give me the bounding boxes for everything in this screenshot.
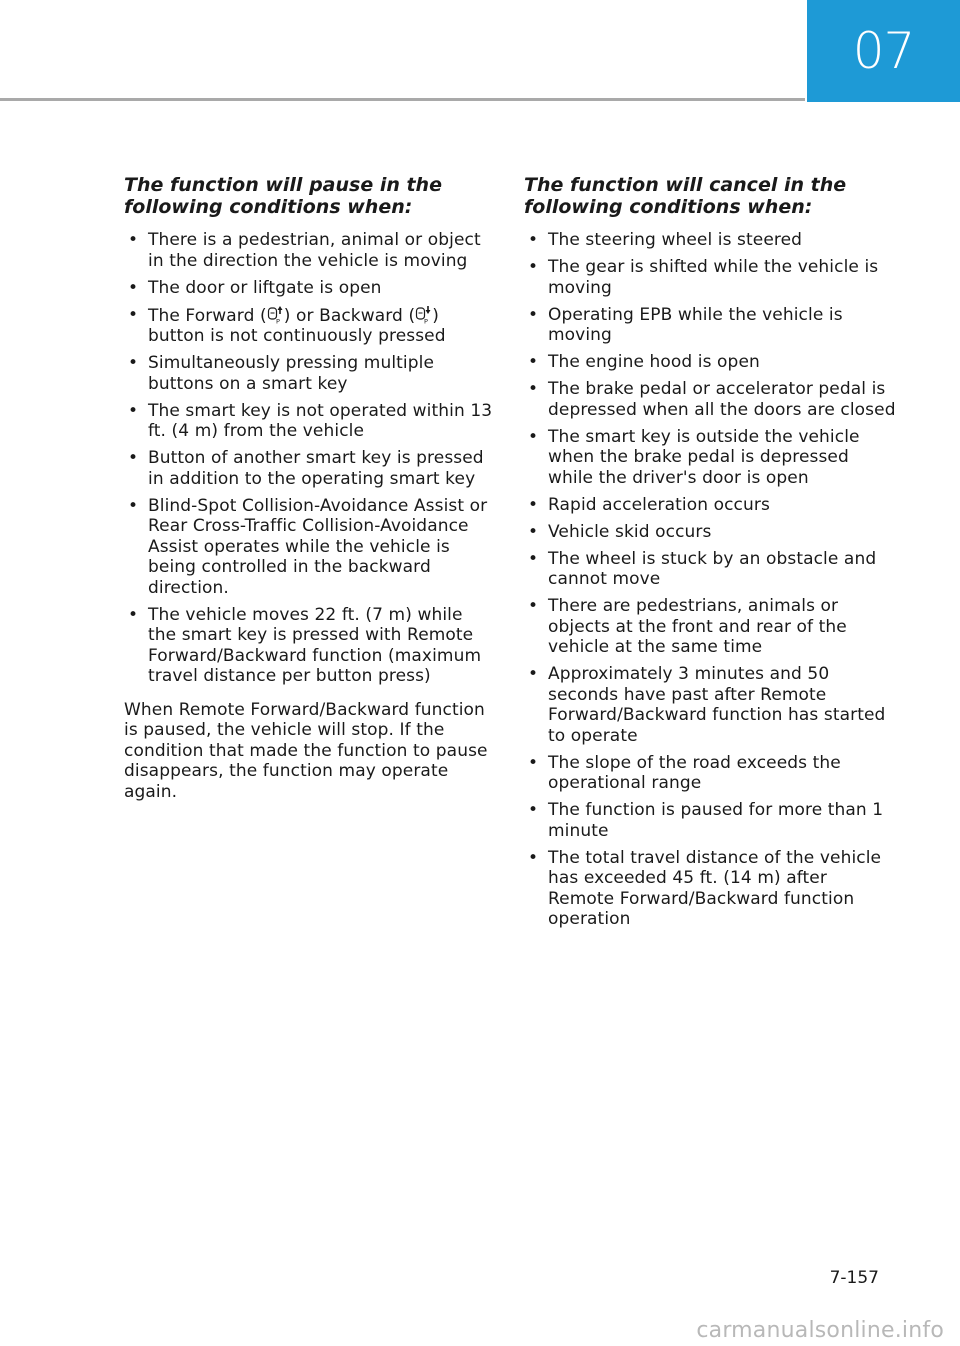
list-item-text: The brake pedal or accelerator pedal is depressed when all the doors are closed xyxy=(548,379,896,420)
list-item-text: There is a pedestrian, animal or object in the direction the vehicle is moving xyxy=(148,230,481,271)
bullet-icon: • xyxy=(528,664,539,684)
list-item-text: There are pedestrians, animals or objects at the front and rear of the vehicle at the same time xyxy=(548,596,847,657)
remote-backward-icon xyxy=(415,305,432,324)
bullet-icon: • xyxy=(528,752,539,773)
list-item-text: The gear is shifted while the vehicle is moving xyxy=(548,257,879,298)
list-item-text: The smart key is not operated within 13 ft. (4 m) from the vehicle xyxy=(148,400,493,441)
chapter-number: 07 xyxy=(852,22,915,80)
bullet-icon: • xyxy=(128,448,139,468)
bullet-icon: • xyxy=(128,277,139,298)
list-item-text: The vehicle moves 22 ft. (7 m) while the smart key is pressed with Remote Forward/Backward function (maximum travel distance per button press) xyxy=(148,604,482,686)
list-item-text: The engine hood is open xyxy=(548,352,760,372)
list-item-text: Operating EPB while the vehicle is moving xyxy=(548,304,843,345)
list-item xyxy=(524,848,896,930)
list-item xyxy=(524,753,896,794)
list-item-text: The wheel is stuck by an obstacle and cannot move xyxy=(548,548,877,589)
pause-conditions-heading xyxy=(124,174,496,218)
list-item-text: Vehicle skid occurs xyxy=(548,521,712,542)
list-item xyxy=(524,257,896,298)
list-item-text: The Forward ( xyxy=(148,305,267,326)
list-item-text: The door or liftgate is open xyxy=(148,277,382,298)
list-item xyxy=(124,605,496,687)
list-item xyxy=(524,495,896,516)
bullet-icon: • xyxy=(528,257,539,277)
bullet-icon: • xyxy=(528,847,539,868)
bullet-icon: • xyxy=(128,495,139,516)
list-item xyxy=(524,427,896,489)
heading-line: following conditions when: xyxy=(124,196,413,218)
right-column xyxy=(524,174,896,936)
list-item xyxy=(124,278,496,299)
list-item xyxy=(124,230,496,271)
bullet-icon: • xyxy=(528,352,539,372)
heading-line: The function will cancel in the xyxy=(524,174,847,196)
list-item-text: ) button is not continuously pressed xyxy=(148,305,446,346)
list-item-text: The slope of the road exceeds the operational range xyxy=(548,752,841,793)
list-item xyxy=(524,305,896,346)
list-item-text: Simultaneously pressing multiple buttons on a smart key xyxy=(148,353,434,394)
bullet-icon: • xyxy=(528,596,539,616)
bullet-icon: • xyxy=(128,230,139,250)
bullet-icon: • xyxy=(528,230,539,250)
heading-line: following conditions when: xyxy=(524,196,813,218)
list-item xyxy=(524,379,896,420)
svg-text:P: P xyxy=(424,317,429,324)
bullet-icon: • xyxy=(528,548,539,569)
list-item xyxy=(524,522,896,543)
page-number: 7-157 xyxy=(829,1268,879,1288)
list-item xyxy=(524,549,896,590)
list-item xyxy=(124,305,496,347)
list-item xyxy=(124,353,496,394)
header-rule xyxy=(0,98,805,101)
list-item xyxy=(524,664,896,746)
list-item xyxy=(124,448,496,489)
watermark: carmanualsonline.info xyxy=(696,1318,944,1343)
bullet-icon: • xyxy=(528,800,539,820)
list-item-text: The steering wheel is steered xyxy=(548,230,803,250)
list-item-text: Approximately 3 minutes and 50 seconds have past after Remote Forward/Backward function has started to operate xyxy=(548,664,886,746)
list-item-text: The function is paused for more than 1 minute xyxy=(548,800,884,841)
list-item-text: Blind-Spot Collision-Avoidance Assist or Rear Cross-Traffic Collision-Avoidance Assist operates while the vehicle is being controlled in the backward direction. xyxy=(148,495,488,598)
bullet-icon: • xyxy=(128,400,139,421)
heading-line: The function will pause in the xyxy=(124,174,442,196)
cancel-conditions-list xyxy=(524,230,896,930)
remote-forward-icon xyxy=(267,305,284,324)
bullet-icon: • xyxy=(528,521,539,542)
list-item xyxy=(124,401,496,442)
pause-explanation-paragraph: When Remote Forward/Backward function is paused, the vehicle will stop. If the condition that made the function to pause disappears, the function may operate again. xyxy=(124,699,488,802)
list-item xyxy=(124,496,496,599)
list-item-text: ) or Backward ( xyxy=(283,305,416,326)
cancel-conditions-heading xyxy=(524,174,896,218)
bullet-icon: • xyxy=(128,304,139,325)
list-item-text: Button of another smart key is pressed in addition to the operating smart key xyxy=(148,448,484,489)
bullet-icon: • xyxy=(528,379,539,399)
bullet-icon: • xyxy=(528,426,539,447)
svg-text:P: P xyxy=(275,317,280,324)
bullet-icon: • xyxy=(128,353,139,373)
list-item xyxy=(524,230,896,251)
pause-conditions-list xyxy=(124,230,496,687)
chapter-tab xyxy=(807,0,960,102)
bullet-icon: • xyxy=(528,304,539,325)
list-item xyxy=(524,352,896,373)
list-item-text: The smart key is outside the vehicle when the brake pedal is depressed while the driver's door is open xyxy=(548,426,860,488)
list-item xyxy=(524,596,896,658)
list-item-text: The total travel distance of the vehicle has exceeded 45 ft. (14 m) after Remote Forward/Backward function operation xyxy=(548,847,882,929)
left-column xyxy=(124,174,496,802)
list-item-text: Rapid acceleration occurs xyxy=(548,494,770,515)
bullet-icon: • xyxy=(128,604,139,625)
list-item xyxy=(524,800,896,841)
bullet-icon: • xyxy=(528,494,539,515)
